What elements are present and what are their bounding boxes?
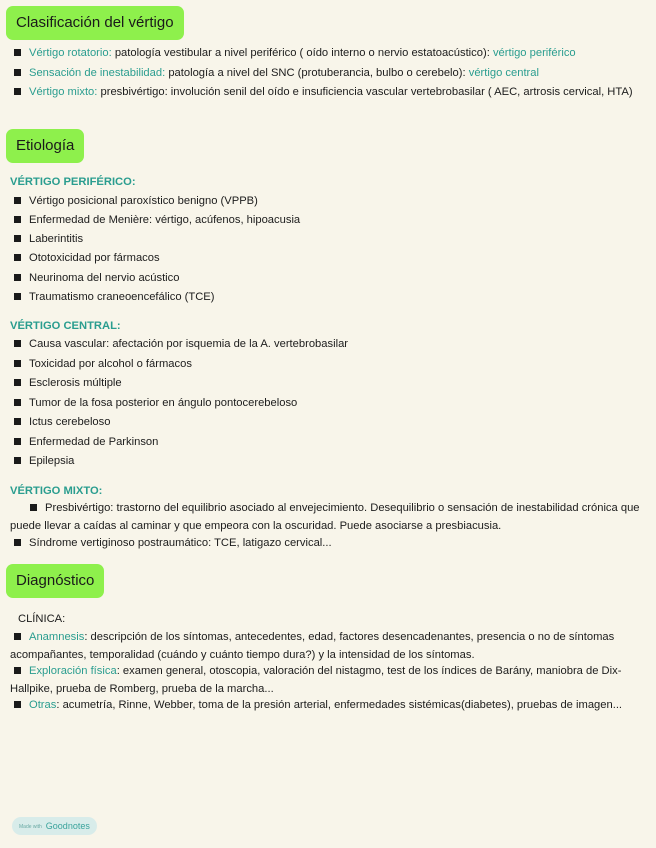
list-item: Tumor de la fosa posterior en ángulo pontocerebeloso xyxy=(10,394,646,412)
list-item: Toxicidad por alcohol o fármacos xyxy=(10,355,646,373)
bullet-icon xyxy=(14,216,21,223)
goodnotes-badge[interactable]: Made with Goodnotes xyxy=(12,817,97,835)
bullet-icon xyxy=(14,399,21,406)
bullet-icon xyxy=(14,88,21,95)
list-item: Traumatismo craneoencefálico (TCE) xyxy=(10,288,646,306)
bullet-icon xyxy=(14,539,21,546)
bullet-icon xyxy=(14,633,21,640)
list-item: Síndrome vertiginoso postraumático: TCE, latigazo cervical... xyxy=(10,534,646,552)
bullet-icon xyxy=(14,235,21,242)
bullet-icon xyxy=(14,293,21,300)
list-item: Vértigo mixto: presbivértigo: involución senil del oído e insuficiencia vascular vertebrobasilar ( AEC, artrosis cervical, HTA) xyxy=(10,83,646,101)
list-item: Anamnesis: descripción de los síntomas, antecedentes, edad, factores desencadenantes, presencia o no de síntomas acompañantes, temporalidad (cuándo y cuánto tiempo dura?) y la intensidad de los síntomas. xyxy=(10,631,615,661)
section-title-diagnostico: Diagnóstico xyxy=(6,564,104,598)
list-item: Presbivértigo: trastorno del equilibrio asociado al envejecimiento. Desequilibrio o sensación de inestabilidad crónica que puede llevar a caídas al caminar y que empeora con la oscuridad. Puede asociarse a presbiacusia. xyxy=(10,502,640,532)
bullet-icon xyxy=(14,457,21,464)
list-item: Enfermedad de Parkinson xyxy=(10,433,646,451)
bullet-icon xyxy=(14,438,21,445)
list-item: Vértigo posicional paroxístico benigno (VPPB) xyxy=(10,192,646,210)
brand-label: Goodnotes xyxy=(45,821,90,831)
list-item: Enfermedad de Menière: vértigo, acúfenos, hipoacusia xyxy=(10,211,646,229)
list-item: Ototoxicidad por fármacos xyxy=(10,249,646,267)
list-item: Laberintitis xyxy=(10,230,646,248)
bullet-icon xyxy=(30,504,37,511)
bullet-icon xyxy=(14,69,21,76)
bullet-icon xyxy=(14,254,21,261)
section-title-clasificacion: Clasificación del vértigo xyxy=(6,6,184,40)
bullet-icon xyxy=(14,274,21,281)
subheading-central: VÉRTIGO CENTRAL: xyxy=(10,320,121,332)
list-item: Causa vascular: afectación por isquemia de la A. vertebrobasilar xyxy=(10,335,646,353)
list-item: Exploración física: examen general, otoscopia, valoración del nistagmo, test de los índices de Barány, maniobra de Dix-Hallpike, prueba de Romberg, prueba de la marcha... xyxy=(10,665,622,695)
bullet-icon xyxy=(14,701,21,708)
list-item: Sensación de inestabilidad: patología a nivel del SNC (protuberancia, bulbo o cerebelo): vértigo central xyxy=(10,64,646,82)
bullet-icon xyxy=(14,197,21,204)
list-item: Ictus cerebeloso xyxy=(10,413,646,431)
bullet-icon xyxy=(14,418,21,425)
bullet-icon xyxy=(14,667,21,674)
bullet-icon xyxy=(14,49,21,56)
list-item: Epilepsia xyxy=(10,452,646,470)
list-item: Otras: acumetría, Rinne, Webber, toma de la presión arterial, enfermedades sistémicas(diabetes), pruebas de imagen... xyxy=(10,696,646,714)
list-item: Esclerosis múltiple xyxy=(10,374,646,392)
subheading-periferico: VÉRTIGO PERIFÉRICO: xyxy=(10,176,136,188)
list-item: Neurinoma del nervio acústico xyxy=(10,269,646,287)
clinica-label: CLÍNICA: xyxy=(18,613,66,625)
subheading-mixto: VÉRTIGO MIXTO: xyxy=(10,485,103,497)
list-item: Vértigo rotatorio: patología vestibular a nivel periférico ( oído interno o nervio estatoacústico): vértigo periférico xyxy=(10,44,646,62)
bullet-icon xyxy=(14,340,21,347)
bullet-icon xyxy=(14,360,21,367)
bullet-icon xyxy=(14,379,21,386)
section-title-etiologia: Etiología xyxy=(6,129,84,163)
